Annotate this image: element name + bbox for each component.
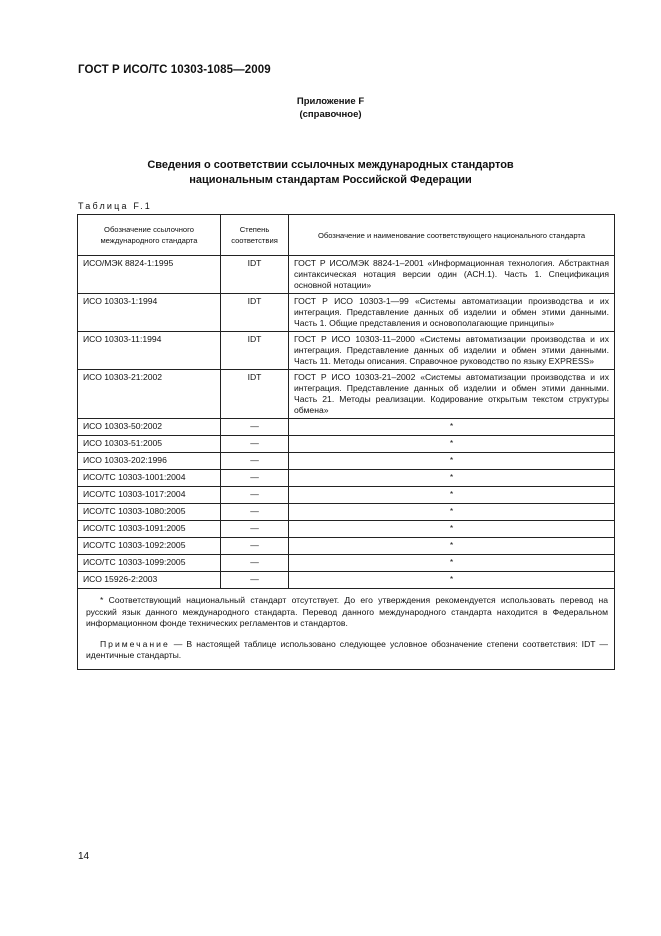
table-row [78, 521, 615, 538]
cell-national: * [289, 538, 615, 555]
cell-degree: — [221, 419, 289, 436]
column-header-degree: Степень соответствия [221, 215, 289, 256]
note-text: — В настоящей таблице использовано следующее условное обозначение степени соответствия: IDT — идентичные стандарты. [86, 638, 608, 660]
table-footnote: * Соответствующий национальный стандарт отсутствует. До его утверждения рекомендуется использовать перевод на русский язык данного международного стандарта. Перевод данного международного стандарта находится в Федеральном информационном фонде технических регламентов и стандартов. [86, 595, 608, 628]
column-header-national: Обозначение и наименование соответствующего национального стандарта [289, 215, 615, 256]
table-row [78, 436, 615, 453]
table-notes-cell [78, 589, 615, 670]
column-header-reference: Обозначение ссылочного международного стандарта [78, 215, 221, 256]
cell-degree: IDT [221, 332, 289, 370]
cell-reference: ИСО/ТС 10303-1001:2004 [78, 470, 221, 487]
note-label: Примечание [100, 638, 170, 649]
cell-national: * [289, 487, 615, 504]
table-row [78, 294, 615, 332]
annex-type: (справочное) [299, 109, 362, 120]
cell-reference: ИСО/ТС 10303-1099:2005 [78, 555, 221, 572]
cell-reference: ИСО 15926-2:2003 [78, 572, 221, 589]
table-row [78, 256, 615, 294]
cell-degree: IDT [221, 370, 289, 419]
cell-reference: ИСО 10303-21:2002 [78, 370, 221, 419]
table-row [78, 504, 615, 521]
cell-degree: — [221, 521, 289, 538]
table-header-row [78, 215, 615, 256]
section-title-line-2: национальным стандартам Российской Федерации [189, 174, 472, 186]
table-notes-row [78, 589, 615, 670]
cell-national: * [289, 504, 615, 521]
annex-title: Приложение F [296, 96, 365, 107]
table-row [78, 470, 615, 487]
table-note [86, 639, 608, 662]
section-title [0, 158, 661, 188]
cell-reference: ИСО/ТС 10303-1092:2005 [78, 538, 221, 555]
cell-national: * [289, 555, 615, 572]
cell-reference: ИСО/ТС 10303-1017:2004 [78, 487, 221, 504]
annex-heading [0, 95, 661, 121]
cell-national: * [289, 572, 615, 589]
cell-reference: ИСО 10303-202:1996 [78, 453, 221, 470]
cell-national: * [289, 419, 615, 436]
table-row [78, 332, 615, 370]
table-row [78, 555, 615, 572]
cell-reference: ИСО/МЭК 8824-1:1995 [78, 256, 221, 294]
cell-degree: — [221, 487, 289, 504]
table-row [78, 370, 615, 419]
cell-reference: ИСО 10303-51:2005 [78, 436, 221, 453]
cell-reference: ИСО 10303-11:1994 [78, 332, 221, 370]
section-title-line-1: Сведения о соответствии ссылочных международных стандартов [147, 159, 514, 171]
cell-degree: — [221, 538, 289, 555]
table-row [78, 453, 615, 470]
cell-national: * [289, 521, 615, 538]
cell-national: * [289, 453, 615, 470]
cell-degree: — [221, 504, 289, 521]
cell-degree: IDT [221, 256, 289, 294]
cell-degree: — [221, 555, 289, 572]
cell-degree: — [221, 453, 289, 470]
table-row [78, 487, 615, 504]
cell-degree: — [221, 470, 289, 487]
cell-national: ГОСТ Р ИСО/МЭК 8824-1–2001 «Информационная технология. Абстрактная синтаксическая нотация версии один (АСН.1). Часть 1. Спецификация основной нотации» [289, 256, 615, 294]
cell-reference: ИСО 10303-50:2002 [78, 419, 221, 436]
cell-national: ГОСТ Р ИСО 10303-1—99 «Системы автоматизации производства и их интеграция. Представление данных об изделии и обмен этими данными. Часть 1. Общие представления и основополагающие принципы» [289, 294, 615, 332]
table-row [78, 538, 615, 555]
table-row [78, 572, 615, 589]
cell-reference: ИСО/ТС 10303-1080:2005 [78, 504, 221, 521]
cell-reference: ИСО 10303-1:1994 [78, 294, 221, 332]
cell-national: * [289, 470, 615, 487]
cell-reference: ИСО/ТС 10303-1091:2005 [78, 521, 221, 538]
correspondence-table [77, 214, 615, 670]
cell-degree: IDT [221, 294, 289, 332]
cell-degree: — [221, 436, 289, 453]
table-row [78, 419, 615, 436]
cell-degree: — [221, 572, 289, 589]
cell-national: ГОСТ Р ИСО 10303-11–2000 «Системы автоматизации производства и их интеграция. Представление данных об изделии и обмен этими данными. Часть 11. Методы описания. Справочное руководство по языку EXPRESS» [289, 332, 615, 370]
page-number: 14 [78, 851, 90, 862]
table-label: Таблица F.1 [78, 201, 152, 211]
cell-national: * [289, 436, 615, 453]
cell-national: ГОСТ Р ИСО 10303-21–2002 «Системы автоматизации производства и их интеграция. Представление данных об изделии и обмен этими данными. Часть 21. Методы реализации. Кодирование открытым текстом структуры обмена» [289, 370, 615, 419]
document-code-header: ГОСТ Р ИСО/ТС 10303-1085—2009 [78, 64, 271, 76]
